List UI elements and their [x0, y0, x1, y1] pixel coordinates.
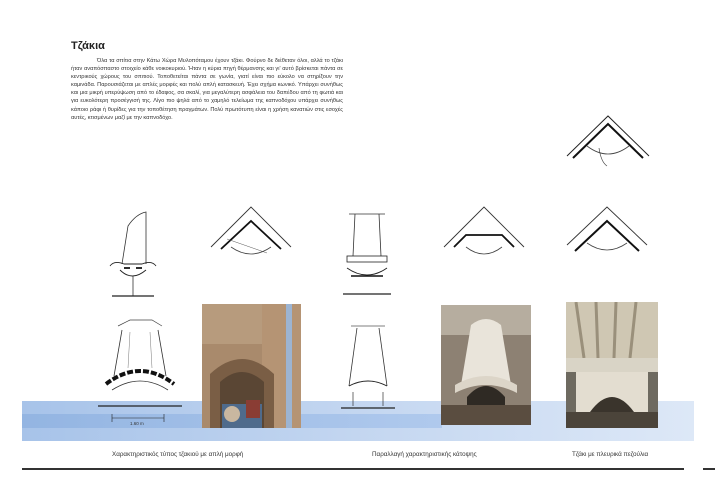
photo-stone-fireplace: [202, 304, 301, 428]
bottom-rule: [22, 468, 684, 470]
plan-sketch-2: [440, 203, 528, 265]
caption-1: Χαρακτηριστικός τύπος τζακιού με απλή μορφή: [112, 451, 244, 458]
elevation-sketch-1: [102, 210, 164, 302]
plan-sketch-top-right: [563, 112, 653, 170]
bottom-rule-tick: [703, 468, 715, 470]
photo-white-fireplace: [441, 305, 531, 425]
caption-2: Παραλλαγή χαρακτηριστικής κάτοψης: [372, 451, 477, 458]
body-paragraph: Όλα τα σπίτια στην Κάτω Χώρα Μυλοπόταμου έχουν τζάκι. Φούρνο δε διέθεταν όλοι, αλλά το τζάκι ήταν αναπόσπαστο στοιχείο κάθε νοικοκυριού. Ήταν η κύρια πηγή θέρμανσης και γι' αυτό βρίσκεται πάντα σε κεντρικούς χώρους του σπιτιού. Τοποθετείται πάντα σε γωνία, γιατί είναι πιο εύκολο να στηρίξουν την καμινάδα. Παρουσιάζεται με απλές μορφές και πολύ απλή κατασκευή. Έχει σχήμα κωνικό. Υπάρχει συνήθως και μια μικρή υπερύψωση από το έδαφος, σα σκαλί, για μεγαλύτερη ασφάλεια του δαπέδου από τη φωτιά και για ευκολότερη προσέγγισή της. Λίγο πιο ψηλά από το χαμηλό τελείωμα της καπνοδόχου υπάρχει συνήθως κάποιο ράφι ή θυρίδες για την τοποθέτηση πραγμάτων. Πολύ πρωτότυπη είναι η χρήση κανατιών στις εσοχές αυτές, κτισμένων μαζί με την καπνοδόχο.: [71, 58, 343, 121]
section-sketch-2: [335, 322, 401, 422]
plan-sketch-3: [563, 203, 651, 265]
scale-label: 1.60 m: [130, 421, 144, 426]
plan-sketch-1: [207, 203, 295, 265]
photo-fireplace-with-benches: [566, 302, 658, 428]
page-title: Τζάκια: [71, 40, 105, 52]
section-sketch-1: [92, 318, 188, 430]
caption-3: Τζάκι με πλευρικά πεζούλια: [572, 451, 649, 458]
elevation-sketch-2: [335, 210, 399, 300]
